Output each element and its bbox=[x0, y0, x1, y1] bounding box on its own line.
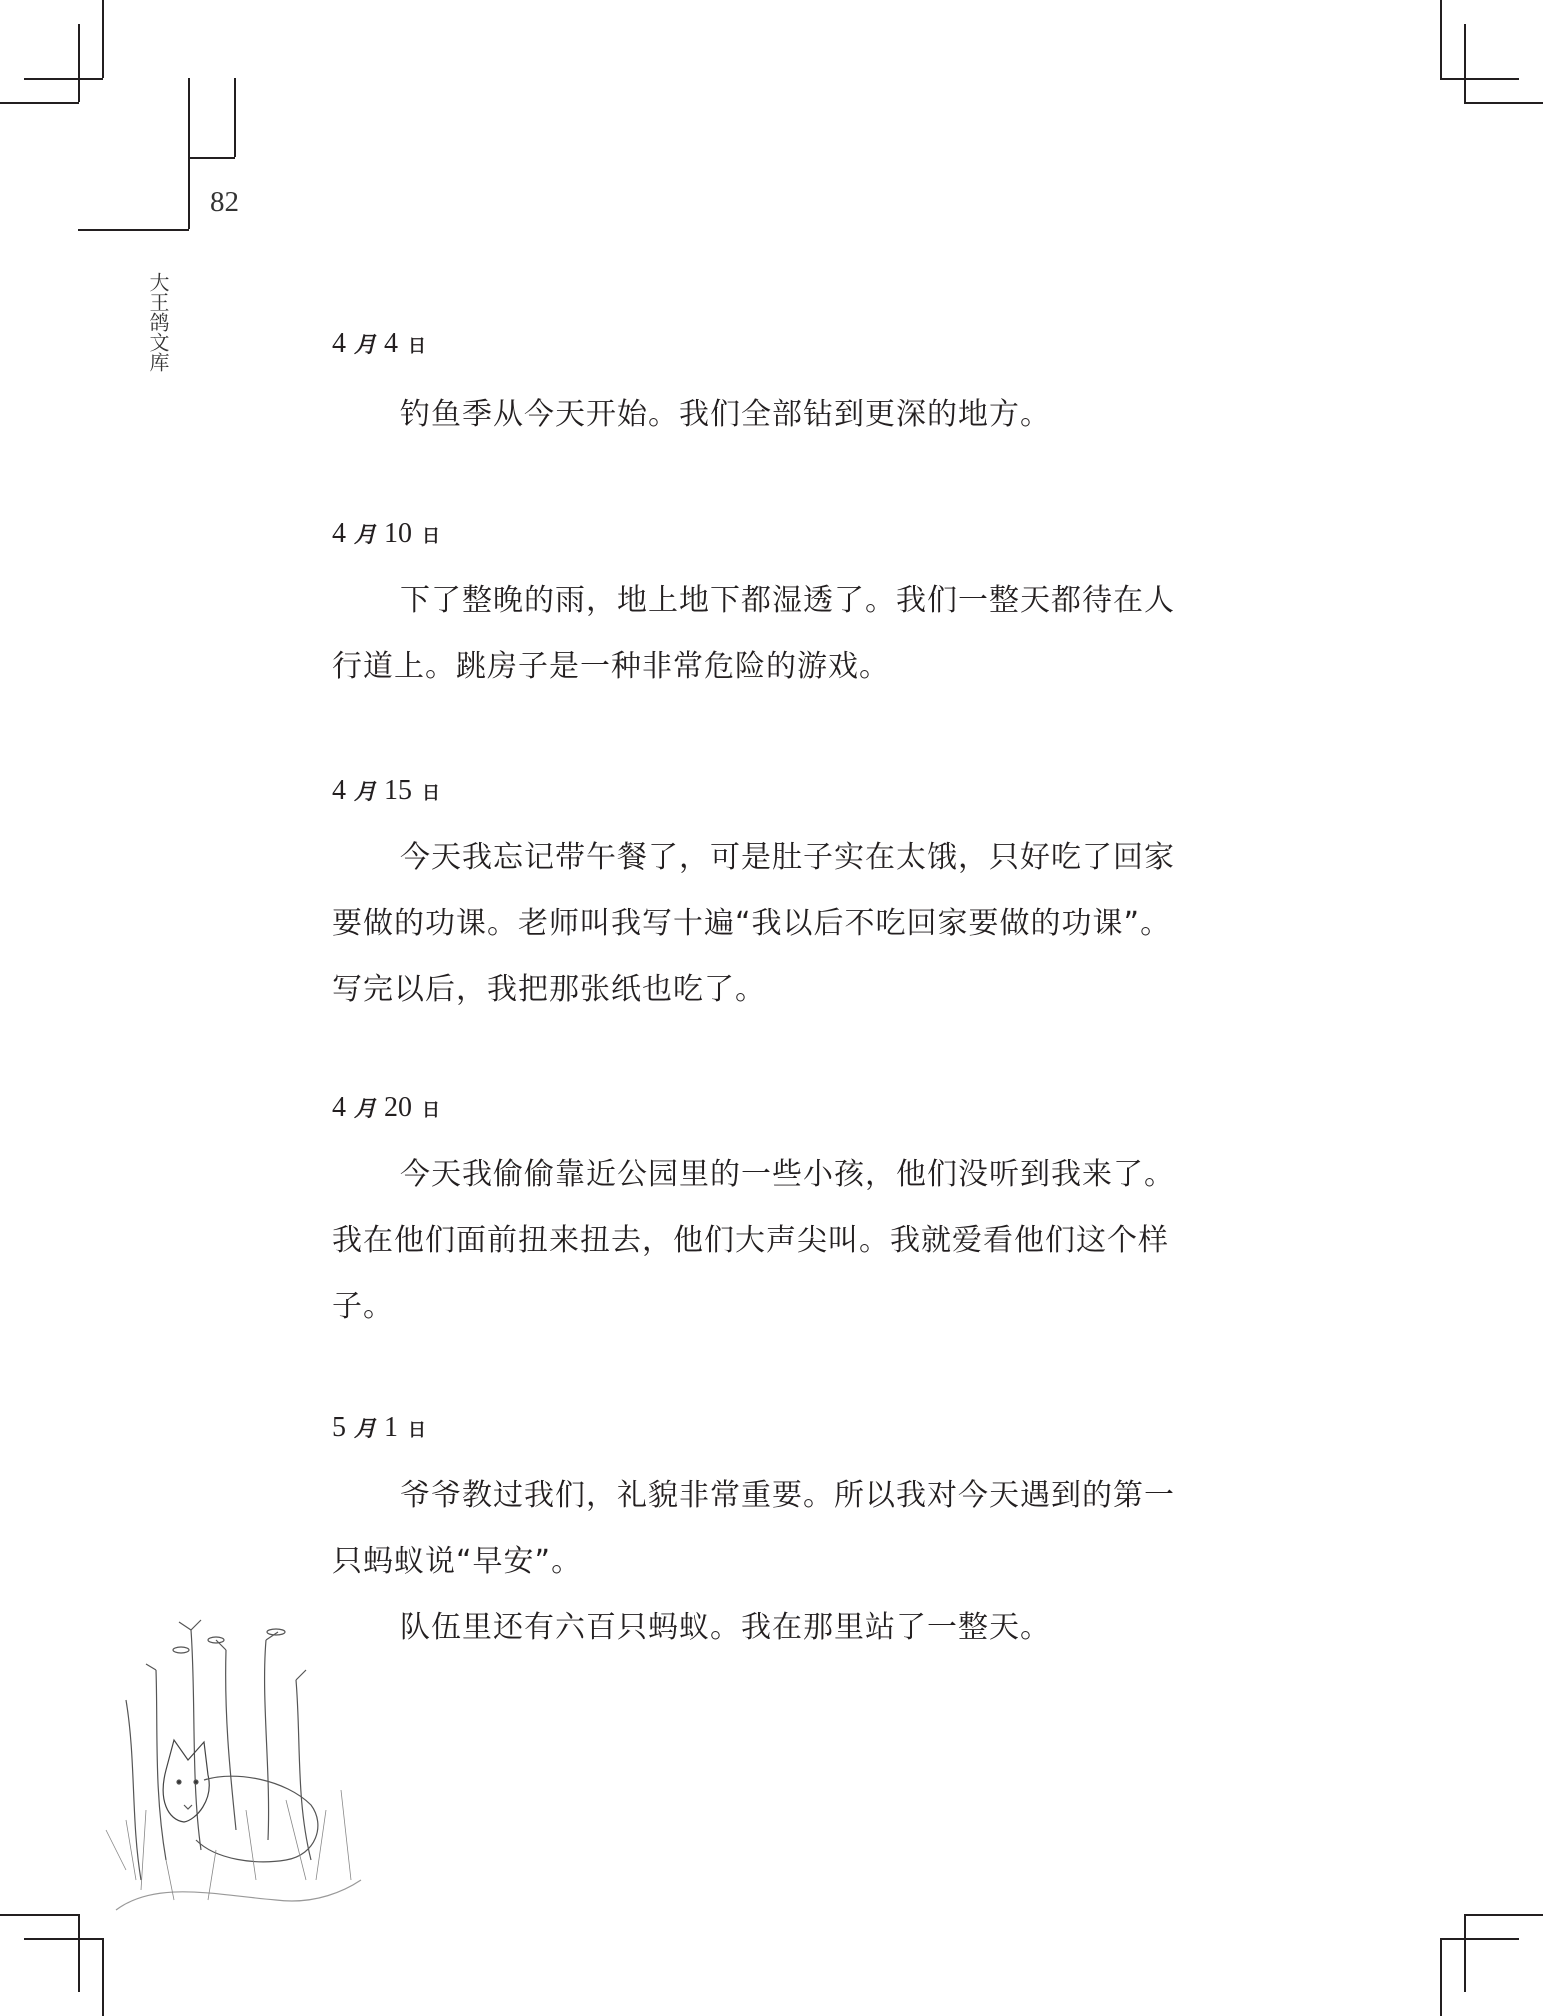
crop-mark bbox=[1464, 102, 1543, 104]
series-title: 大王鸽文库 bbox=[146, 272, 170, 372]
date-month: 5 bbox=[332, 1412, 346, 1443]
date-day: 20 bbox=[384, 1092, 413, 1123]
crop-mark bbox=[188, 157, 235, 159]
entry-date bbox=[332, 775, 440, 807]
crop-mark bbox=[1440, 1938, 1519, 1940]
fox-illustration bbox=[96, 1610, 366, 1920]
crop-mark bbox=[78, 1914, 80, 1992]
day-char: 日 bbox=[408, 336, 427, 357]
day-char: 日 bbox=[422, 783, 441, 804]
crop-mark bbox=[102, 1938, 104, 2016]
crop-mark bbox=[102, 0, 104, 78]
entry-date bbox=[332, 518, 440, 550]
month-char: 月 bbox=[354, 1416, 377, 1442]
date-day: 4 bbox=[384, 328, 399, 359]
crop-mark bbox=[1440, 1938, 1442, 2016]
day-char: 日 bbox=[408, 1420, 427, 1441]
crop-mark bbox=[1464, 1914, 1543, 1916]
date-day: 10 bbox=[384, 518, 413, 549]
date-day: 1 bbox=[384, 1412, 399, 1443]
entry-date bbox=[332, 328, 426, 360]
entry-paragraph: 爷爷教过我们，礼貌非常重要。所以我对今天遇到的第一只蚂蚁说“早安”。 bbox=[332, 1478, 1175, 1579]
month-char: 月 bbox=[354, 522, 377, 548]
crop-mark bbox=[0, 1914, 79, 1916]
crop-mark bbox=[24, 1938, 103, 1940]
day-char: 日 bbox=[422, 526, 441, 547]
crop-mark bbox=[78, 229, 189, 231]
entry-paragraph: 今天我忘记带午餐了，可是肚子实在太饿，只好吃了回家要做的功课。老师叫我写十遍“我以后不吃回家要做的功课”。写完以后，我把那张纸也吃了。 bbox=[332, 840, 1175, 1007]
month-char: 月 bbox=[354, 779, 377, 805]
entry-date bbox=[332, 1412, 426, 1444]
entry-paragraph: 今天我偷偷靠近公园里的一些小孩，他们没听到我来了。我在他们面前扭来扭去，他们大声尖叫。我就爱看他们这个样子。 bbox=[332, 1157, 1175, 1324]
crop-mark bbox=[78, 24, 80, 102]
crop-mark bbox=[188, 78, 190, 229]
crop-mark bbox=[0, 102, 79, 104]
date-month: 4 bbox=[332, 328, 346, 359]
entry-date bbox=[332, 1092, 440, 1124]
crop-mark bbox=[1464, 1914, 1466, 1992]
date-month: 4 bbox=[332, 1092, 346, 1123]
month-char: 月 bbox=[354, 1096, 377, 1122]
entry-paragraph: 下了整晚的雨，地上地下都湿透了。我们一整天都待在人行道上。跳房子是一种非常危险的游戏。 bbox=[332, 583, 1175, 684]
date-day: 15 bbox=[384, 775, 413, 806]
entry-paragraph: 队伍里还有六百只蚂蚁。我在那里站了一整天。 bbox=[400, 1610, 1051, 1645]
month-char: 月 bbox=[354, 332, 377, 358]
date-month: 4 bbox=[332, 518, 346, 549]
date-month: 4 bbox=[332, 775, 346, 806]
day-char: 日 bbox=[422, 1100, 441, 1121]
crop-mark bbox=[24, 78, 103, 80]
crop-mark bbox=[1440, 78, 1519, 80]
page-number: 82 bbox=[210, 186, 239, 218]
crop-mark bbox=[1464, 24, 1466, 102]
crop-mark bbox=[234, 78, 236, 157]
crop-mark bbox=[1440, 0, 1442, 78]
entry-paragraph: 钓鱼季从今天开始。我们全部钻到更深的地方。 bbox=[400, 397, 1051, 432]
